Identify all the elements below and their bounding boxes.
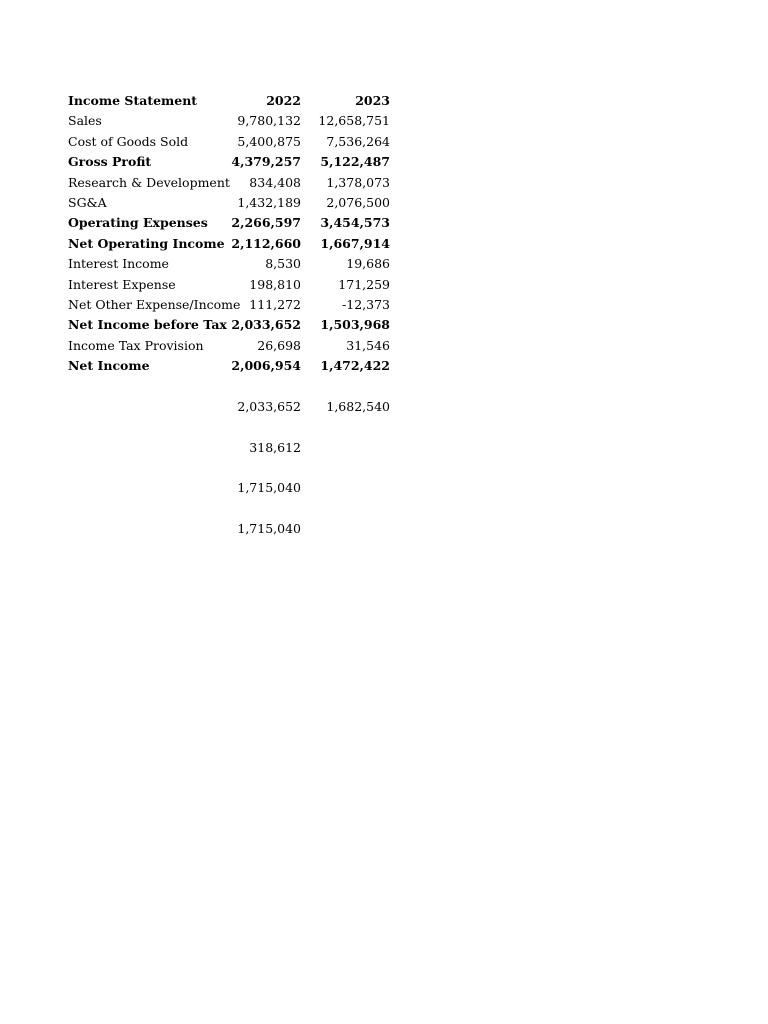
extra-row-3 xyxy=(68,478,398,498)
cell-2022[interactable]: 2,033,652 xyxy=(231,317,301,333)
extra-cell-a[interactable]: 318,612 xyxy=(249,440,301,455)
income-statement-table xyxy=(68,91,398,376)
row-sga xyxy=(68,193,398,213)
header-col-2023[interactable]: 2023 xyxy=(355,93,390,108)
row-label[interactable]: Research & Development xyxy=(68,174,230,190)
cell-2022[interactable]: 4,379,257 xyxy=(231,154,301,170)
row-interest-expense xyxy=(68,275,398,295)
row-label[interactable]: Net Operating Income xyxy=(68,235,225,251)
row-research-development xyxy=(68,173,398,193)
row-net-other-expense-income xyxy=(68,295,398,315)
row-sales xyxy=(68,111,398,131)
cell-2022[interactable]: 111,272 xyxy=(249,296,301,312)
extra-cell-a[interactable]: 1,715,040 xyxy=(237,521,301,536)
row-label[interactable]: Net Income xyxy=(68,358,150,374)
cell-2023[interactable]: 12,658,751 xyxy=(318,113,390,129)
header-col-2022[interactable]: 2022 xyxy=(266,93,301,108)
cell-2022[interactable]: 2,006,954 xyxy=(231,358,301,374)
row-label[interactable]: Income Tax Provision xyxy=(68,337,204,353)
row-interest-income xyxy=(68,254,398,274)
extra-row-4 xyxy=(68,519,398,539)
cell-2023[interactable]: 1,503,968 xyxy=(320,317,390,333)
header-row xyxy=(68,91,398,111)
row-label[interactable]: Cost of Goods Sold xyxy=(68,133,189,149)
cell-2022[interactable]: 1,432,189 xyxy=(237,194,301,210)
extra-cell-a[interactable]: 1,715,040 xyxy=(237,480,301,495)
cell-2023[interactable]: 171,259 xyxy=(338,276,390,292)
cell-2022[interactable]: 834,408 xyxy=(249,174,301,190)
extra-cell-a[interactable]: 2,033,652 xyxy=(237,399,301,414)
cell-2022[interactable]: 26,698 xyxy=(257,337,301,353)
cell-2023[interactable]: 19,686 xyxy=(346,256,390,272)
cell-2023[interactable]: 1,667,914 xyxy=(320,235,390,251)
cell-2023[interactable]: 7,536,264 xyxy=(326,133,390,149)
row-label[interactable]: Net Other Expense/Income xyxy=(68,296,241,312)
row-net-income-before-tax xyxy=(68,315,398,335)
cell-2022[interactable]: 5,400,875 xyxy=(237,133,301,149)
cell-2023[interactable]: 1,472,422 xyxy=(320,358,390,374)
row-gross-profit xyxy=(68,152,398,172)
row-label[interactable]: SG&A xyxy=(68,194,107,210)
cell-2023[interactable]: 31,546 xyxy=(346,337,390,353)
row-operating-expenses xyxy=(68,213,398,233)
cell-2022[interactable]: 198,810 xyxy=(249,276,301,292)
extra-row-2 xyxy=(68,438,398,458)
extra-row-1 xyxy=(68,397,398,417)
header-label[interactable]: Income Statement xyxy=(68,93,198,108)
extra-cell-b[interactable]: 1,682,540 xyxy=(326,399,390,414)
row-label[interactable]: Operating Expenses xyxy=(68,215,208,231)
row-label[interactable]: Interest Expense xyxy=(68,276,176,292)
cell-2023[interactable]: -12,373 xyxy=(342,296,390,312)
cell-2022[interactable]: 2,112,660 xyxy=(231,235,301,251)
cell-2022[interactable]: 2,266,597 xyxy=(231,215,301,231)
cell-2022[interactable]: 8,530 xyxy=(265,256,301,272)
cell-2023[interactable]: 5,122,487 xyxy=(320,154,390,170)
row-net-operating-income xyxy=(68,234,398,254)
row-net-income xyxy=(68,356,398,376)
cell-2023[interactable]: 3,454,573 xyxy=(320,215,390,231)
row-label[interactable]: Interest Income xyxy=(68,256,169,272)
row-income-tax-provision xyxy=(68,336,398,356)
cell-2022[interactable]: 9,780,132 xyxy=(237,113,301,129)
row-label[interactable]: Net Income before Tax xyxy=(68,317,227,333)
row-label[interactable]: Gross Profit xyxy=(68,154,152,170)
cell-2023[interactable]: 2,076,500 xyxy=(326,194,390,210)
row-label[interactable]: Sales xyxy=(68,113,102,129)
row-cost-of-goods-sold xyxy=(68,132,398,152)
cell-2023[interactable]: 1,378,073 xyxy=(326,174,390,190)
